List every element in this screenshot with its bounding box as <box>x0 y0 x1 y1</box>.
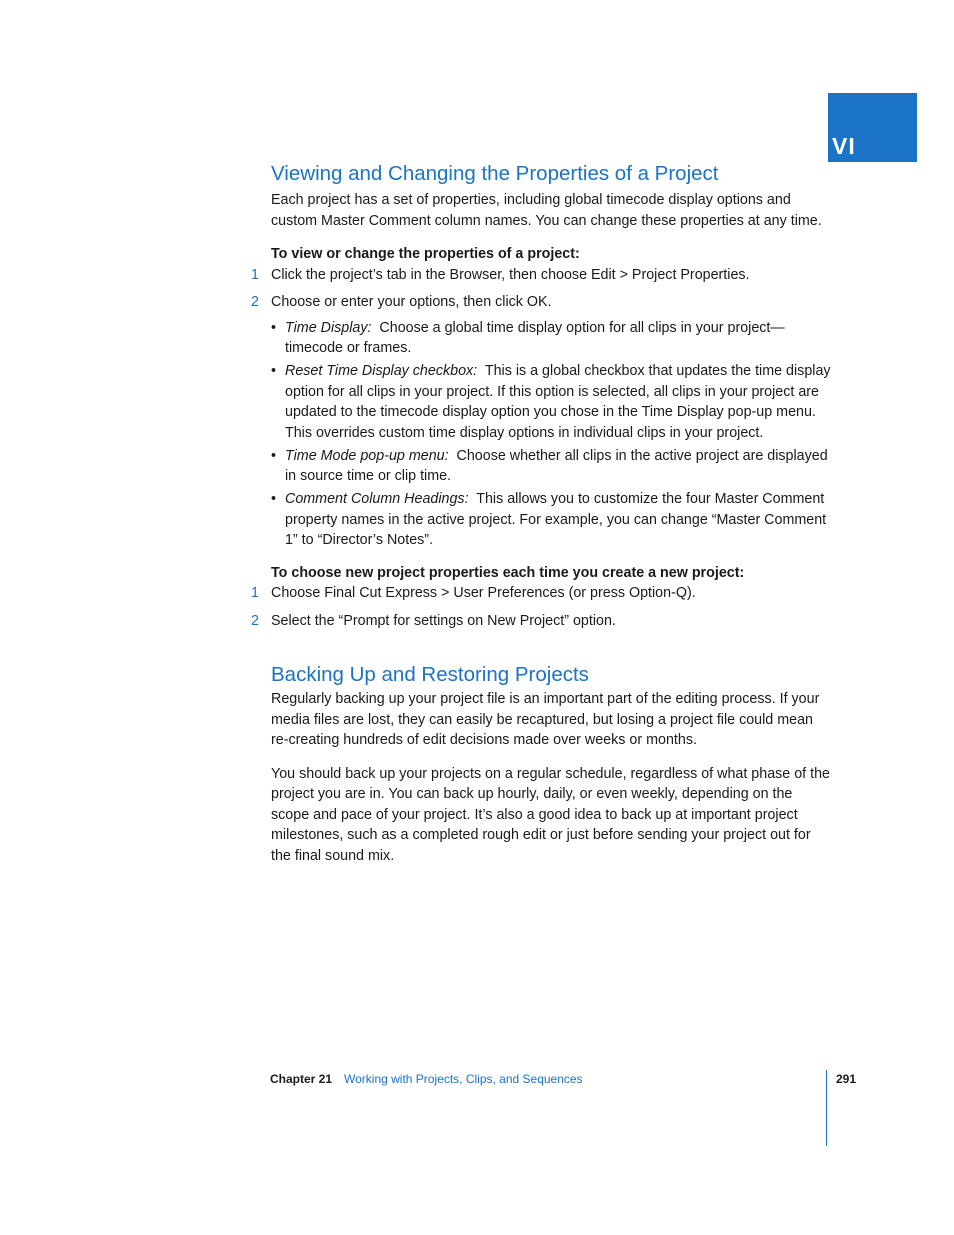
option-text: Choose whether all clips in the active project are displayed in source time or clip time. <box>285 447 828 484</box>
page-number: 291 <box>836 1072 857 1086</box>
step-text: Choose or enter your options, then click OK. <box>271 294 552 310</box>
option-term: Time Display: <box>285 319 372 336</box>
footer-chapter-title: Working with Projects, Clips, and Sequences <box>344 1072 583 1086</box>
step-text: Click the project’s tab in the Browser, then choose Edit > Project Properties. <box>271 266 750 283</box>
step-number: 1 <box>251 266 259 283</box>
list-item: • Reset Time Display checkbox: This is a global checkbox that updates the time display option for all clips in your project. If this option is selected, all clips in your project are updated to the timecode display option you chose in the Time Display pop-up menu. This overrides custom time display options in individual clips in your project. <box>271 363 831 441</box>
step-number: 1 <box>251 585 259 601</box>
section-heading-backup: Backing Up and Restoring Projects <box>271 663 589 686</box>
intro-paragraph: Each project has a set of properties, including global timecode display options and custom Master Comment column names. You can change these properties at any time. <box>271 192 822 229</box>
option-term: Time Mode pop-up menu: <box>285 447 449 464</box>
section-heading-properties: Viewing and Changing the Properties of a Project <box>271 162 719 185</box>
list-item: • Time Mode pop-up menu: Choose whether all clips in the active project are displayed in source time or clip time. <box>271 447 828 484</box>
list-item: • Time Display: Choose a global time display option for all clips in your project—timecode or frames. <box>271 319 785 356</box>
option-term: Comment Column Headings: <box>285 491 469 507</box>
option-text: This is a global checkbox that updates the time display option for all clips in your project. If this option is selected, all clips in your project are updated to the timecode display option you chose in the Time Display pop-up menu. This overrides custom time display options in individual clips in your project. <box>285 363 831 441</box>
procedure-step <box>251 292 831 313</box>
step-text: Choose Final Cut Express > User Preferences (or press Option-Q). <box>271 585 696 601</box>
procedure-step <box>251 583 831 604</box>
option-text: This allows you to customize the four Master Comment property names in the active project. For example, you can change “Master Comment 1” to “Director’s Notes”. <box>285 491 827 548</box>
procedure-step <box>251 611 831 632</box>
option-term: Reset Time Display checkbox: <box>285 363 478 379</box>
procedure-title-1: To view or change the properties of a project: <box>271 246 580 262</box>
step-text: Select the “Prompt for settings on New Project” option. <box>271 612 616 629</box>
procedure-step <box>251 265 831 286</box>
part-tab-label: VI <box>832 133 856 159</box>
backup-paragraph-2: You should back up your projects on a regular schedule, regardless of what phase of the project you are in. You can back up hourly, daily, or even weekly, depending on the scope and pace of your project. It’s also a good idea to back up at important project milestones, such as a completed rough edit or just before sending your project out for the final sound mix. <box>271 765 830 864</box>
options-list <box>271 318 831 551</box>
footer-chapter: Chapter 21 <box>270 1072 333 1086</box>
page-content <box>251 160 831 878</box>
part-tab <box>828 93 917 162</box>
step-number: 2 <box>251 612 259 629</box>
list-item: • Comment Column Headings: This allows you to customize the four Master Comment property names in the active project. For example, you can change “Master Comment 1” to “Director’s Notes”. <box>271 491 827 548</box>
procedure-title-2: To choose new project properties each time you create a new project: <box>271 564 745 581</box>
option-text: Choose a global time display option for all clips in your project—timecode or frames. <box>285 319 785 356</box>
backup-paragraph-1: Regularly backing up your project file is an important part of the editing process. If your media files are lost, they can easily be recaptured, but losing a project file could mean re-creating hundreds of edit decisions made over weeks or months. <box>271 691 820 748</box>
step-number: 2 <box>251 294 259 310</box>
footer-divider <box>826 1070 827 1146</box>
